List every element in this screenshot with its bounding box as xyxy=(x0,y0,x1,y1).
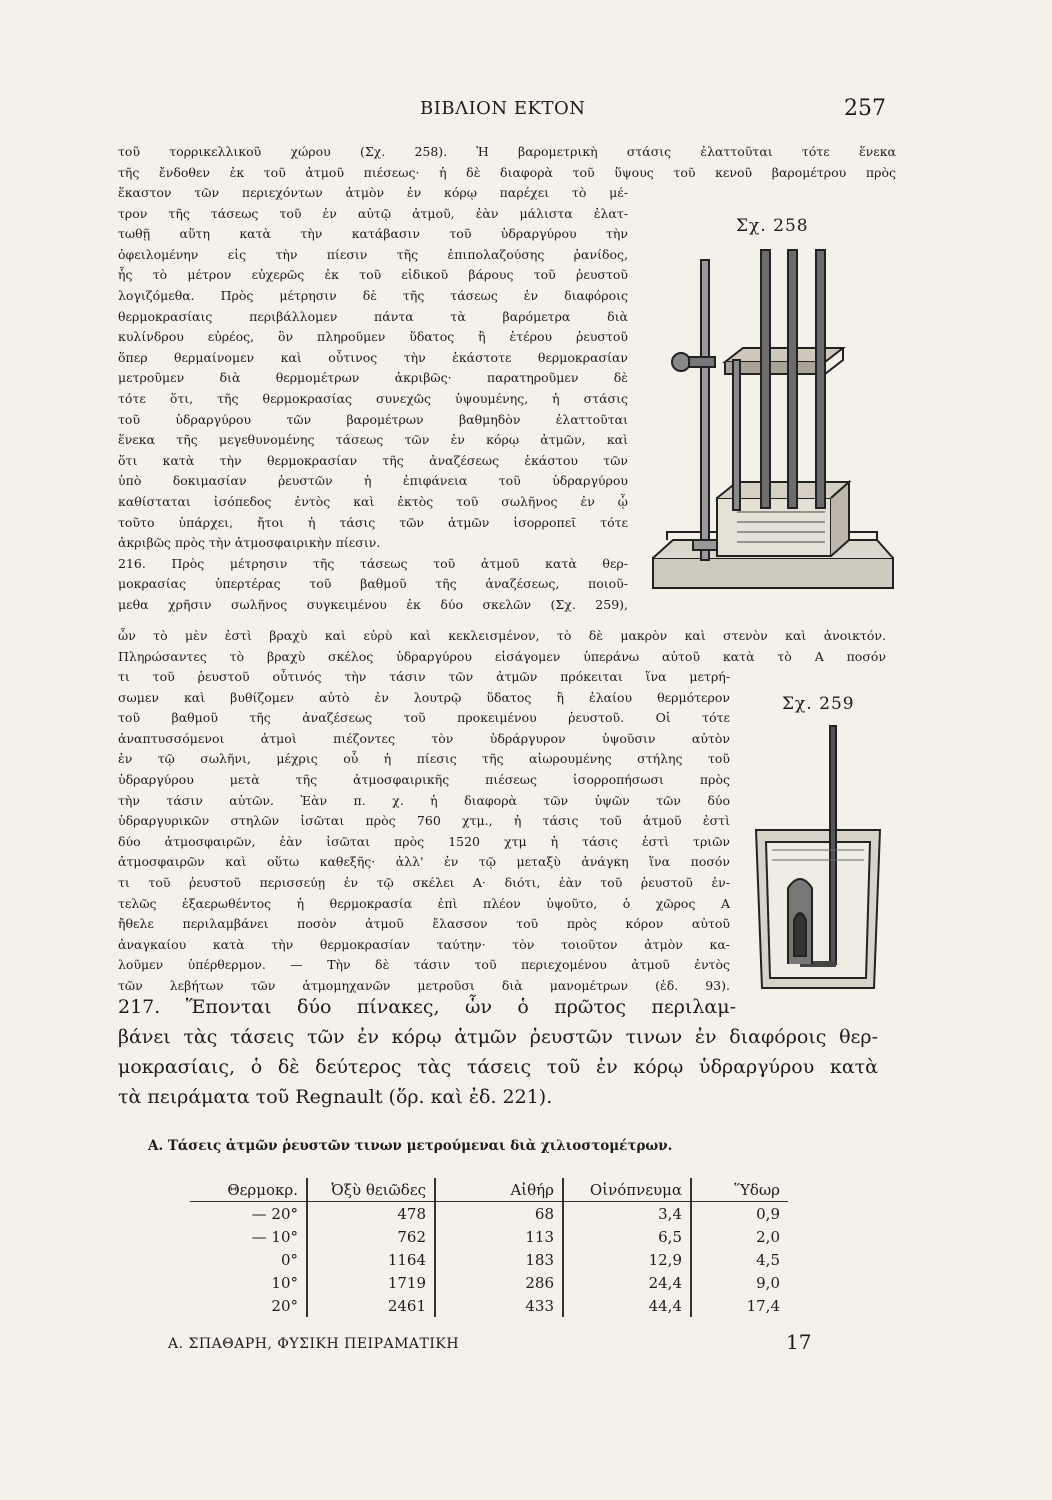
text-line: τὰ πειράματα τοῦ Regnault (ὅρ. καὶ ἐδ. 221). xyxy=(118,1086,553,1108)
text-line: τοῦ βαθμοῦ τῆς ἀναζέσεως τοῦ προκειμένου ῥευστοῦ. Οἱ τότε xyxy=(118,710,730,726)
text-line: τότε ὅτι, τῆς θερμοκρασίας συνεχῶς ὑψουμένης, ἡ στάσις xyxy=(118,390,628,406)
text-line: τι τοῦ ῥευστοῦ οὗτινός τὴν τάσιν τῶν ἀτμῶν πρόκειται ἵνα μετρή- xyxy=(118,669,730,684)
figure-258-label: Σχ. 258 xyxy=(736,216,809,236)
table-cell: 17,4 xyxy=(691,1294,788,1317)
text-line: ἕκαστον τῶν περιεχόντων ἀτμὸν ἐν κόρῳ παρέχει τὸ μέ- xyxy=(118,185,628,200)
paragraph-top-full xyxy=(118,142,896,183)
text-line: τρον τῆς τάσεως τοῦ ἐν αὐτῷ ἀτμοῦ, ἐὰν μάλιστα ἐλατ- xyxy=(118,205,628,221)
column-header: Θερμοκρ. xyxy=(190,1178,307,1202)
footer-book-title: Α. ΣΠΑΘΑΡΗ, ΦΥΣΙΚΗ ΠΕΙΡΑΜΑΤΙΚΗ xyxy=(168,1336,460,1352)
table-row xyxy=(190,1271,788,1294)
table-header-row xyxy=(190,1178,788,1202)
table-cell: 44,4 xyxy=(563,1294,691,1317)
table-row xyxy=(190,1202,788,1226)
text-line: τι τοῦ ῥευστοῦ περισσεύῃ ἐν τῷ σκέλει Α· διότι, ἐὰν τοῦ ῥευστοῦ ἐν- xyxy=(118,874,730,890)
text-line: τοῦ τορρικελλικοῦ χώρου (Σχ. 258). Ἡ βαρομετρικὴ στάσις ἐλαττοῦται τότε ἕνεκα xyxy=(118,144,896,159)
text-line: ὀφειλομένην εἰς τὴν πίεσιν τῆς ἐπιπολαζούσης ῥανίδος, xyxy=(118,246,628,262)
table-cell: 0° xyxy=(280,1250,298,1269)
vapor-pressure-table xyxy=(190,1178,788,1317)
text-line: μετροῦμεν διὰ θερμομέτρων ἀκριβῶς· παρατηροῦμεν δὲ xyxy=(118,370,628,386)
table-cell: 1719 xyxy=(307,1271,435,1294)
text-line: ἀναπτυσσόμενοι ἀτμοὶ πιέζοντες τὸν ὑδράργυρον ὑψοῦσιν αὐτὸν xyxy=(118,730,730,746)
paragraph-mid-full xyxy=(118,626,886,667)
text-line: λοῦμεν ὑπέρθερμον. — Τὴν δὲ τάσιν τοῦ περιεχομένου ἀτμοῦ ἐντὸς xyxy=(118,957,730,973)
table-cell: — 20° xyxy=(251,1204,298,1223)
text-line: ὅτι κατὰ τὴν θερμοκρασίαν τῆς ἀναζέσεως ἑκάστου τῶν xyxy=(118,452,628,468)
table-cell: 2461 xyxy=(307,1294,435,1317)
text-line: θερμοκρασίαις περιβάλλομεν πάντα τὰ βαρόμετρα διὰ xyxy=(118,308,628,324)
table-cell: 4,5 xyxy=(691,1248,788,1271)
text-line: ἀκριβῶς πρὸς τὴν ἀτμοσφαιρικὴν πίεσιν. xyxy=(118,535,381,551)
text-line: σωμεν καὶ βυθίζομεν αὐτὸ ἐν λουτρῷ ὕδατος ἢ ἐλαίου θερμότερον xyxy=(118,689,730,705)
text-line: τωθῇ αὕτη κατὰ τὴν κατάβασιν τοῦ ὑδραργύρου τὴν xyxy=(118,226,628,242)
text-line: ἀναγκαίου κατὰ τὴν θερμοκρασίαν ταύτην· τὸν τοιοῦτον ἀτμὸν κα- xyxy=(118,936,730,952)
table-cell: 478 xyxy=(307,1202,435,1226)
table-cell: 113 xyxy=(435,1225,563,1248)
text-line: τὴν τάσιν αὐτῶν. Ἐὰν π. χ. ἡ διαφορὰ τῶν ὑψῶν τῶν δύο xyxy=(118,792,730,808)
running-header-title: ΒΙΒΛΙΟΝ ΕΚΤΟΝ xyxy=(420,98,586,119)
text-line: μοκρασίαις, ὁ δὲ δεύτερος τὰς τάσεις τοῦ ἐν κόρῳ ὑδραργύρου κατὰ xyxy=(118,1056,878,1078)
text-line: ἤθελε περιλαμβάνει ποσὸν ἀτμοῦ ἔλασσον τοῦ πρὸς κόρον αὐτοῦ xyxy=(118,916,730,932)
text-line: 216. Πρὸς μέτρησιν τῆς τάσεως τοῦ ἀτμοῦ κατὰ θερ- xyxy=(118,555,628,571)
text-line: ὑδραργυρικῶν στηλῶν ἰσῶται πρὸς 760 χτμ., ἡ τάσις τοῦ ἀτμοῦ ἐστὶ xyxy=(118,813,730,829)
text-line: κυλίνδρου εὐρέος, ὃν πληροῦμεν ὕδατος ἢ ἑτέρου ῥευστοῦ xyxy=(118,329,628,345)
text-line: ὑπὸ δοκιμασίαν ῥευστῶν ἡ ἐπιφάνεια τοῦ ὑδραργύρου xyxy=(118,473,628,489)
table-cell: 20° xyxy=(271,1296,298,1315)
column-header: Οἰνόπνευμα xyxy=(563,1178,691,1202)
figure-258-barometers xyxy=(645,240,905,590)
footer-signature-number: 17 xyxy=(786,1330,812,1354)
table-cell: — 10° xyxy=(251,1227,298,1246)
table-cell: 1164 xyxy=(307,1248,435,1271)
text-line: Πληρώσαντες τὸ βραχὺ σκέλος ὑδραργύρου εἰσάγομεν ὑπεράνω αὐτοῦ κατὰ τὸ Α ποσόν xyxy=(118,648,886,664)
table-cell: 183 xyxy=(435,1248,563,1271)
text-line: δύο ἀτμοσφαιρῶν, ἐὰν ἰσῶται πρὸς 1520 χτμ ἡ τάσις ἐστὶ τριῶν xyxy=(118,833,730,849)
text-line: ἀτμοσφαιρῶν καὶ οὕτω καθεξῆς· ἀλλ' ἐν τῷ μεταξὺ ἀνάγκη ἵνα ποσόν xyxy=(118,854,730,870)
column-header: Ὕδωρ xyxy=(691,1178,788,1202)
text-line: ὅπερ θερμαίνομεν καὶ οὗτινος τὴν ἑκάστοτε θερμοκρασίαν xyxy=(118,349,628,365)
table-cell: 6,5 xyxy=(563,1225,691,1248)
text-line: 217. Ἕπονται δύο πίνακες, ὧν ὁ πρῶτος περιλαμ- xyxy=(118,996,736,1018)
table-cell: 12,9 xyxy=(563,1248,691,1271)
text-line: βάνει τὰς τάσεις τῶν ἐν κόρῳ ἀτμῶν ῥευστῶν τινων ἐν διαφόροις θερ- xyxy=(118,1026,878,1048)
text-line: ἧς τὸ μέτρον εὐχερῶς ἐκ τοῦ εἰδικοῦ βάρους τοῦ ῥευστοῦ xyxy=(118,267,628,283)
text-line: μεθα χρῆσιν σωλῆνος συγκειμένου ἐκ δύο σκελῶν (Σχ. 259), xyxy=(118,596,628,612)
page-number: 257 xyxy=(844,96,886,121)
figure-259-tube-in-bath xyxy=(748,720,888,1000)
table-row xyxy=(190,1225,788,1248)
table-cell: 3,4 xyxy=(563,1202,691,1226)
table-cell: 762 xyxy=(307,1225,435,1248)
column-header: Αἰθήρ xyxy=(435,1178,563,1202)
table-caption: Α. Τάσεις ἀτμῶν ῥευστῶν τινων μετρούμεναι διὰ χιλιοστομέτρων. xyxy=(148,1138,673,1154)
column-header: Ὀξὺ θειῶδες xyxy=(307,1178,435,1202)
table-row xyxy=(190,1248,788,1271)
text-line: ὑδραργύρου μετὰ τῆς ἀτμοσφαιρικῆς πιέσεως ἰσορροπήσωσι πρὸς xyxy=(118,771,730,787)
text-line: μοκρασίας ὑπερτέρας τοῦ βαθμοῦ τῆς ἀναζέσεως, ποιοῦ- xyxy=(118,576,628,592)
text-line: τελῶς ἐξαερωθέντος ἡ θερμοκρασία ἐπὶ πλέον ὑψοῦτο, ὁ χῶρος Α xyxy=(118,895,730,911)
table-cell: 2,0 xyxy=(691,1225,788,1248)
table-cell: 24,4 xyxy=(563,1271,691,1294)
table-cell: 286 xyxy=(435,1271,563,1294)
table-cell: 9,0 xyxy=(691,1271,788,1294)
text-line: τῶν λεβήτων τῶν ἀτμομηχανῶν μετροῦσι διὰ μανομέτρων (ἐδ. 93). xyxy=(118,977,730,993)
text-line: λογιζόμεθα. Πρὸς μέτρησιν δὲ τῆς τάσεως ἐν διαφόροις xyxy=(118,287,628,303)
figure-259-label: Σχ. 259 xyxy=(782,694,855,714)
table-cell: 68 xyxy=(435,1202,563,1226)
paragraph-217 xyxy=(118,992,878,1112)
text-line: ἕνεκα τῆς μεγεθυνομένης τάσεως τῶν ἐν κόρῳ ἀτμῶν, καὶ xyxy=(118,432,628,448)
table-cell: 10° xyxy=(271,1273,298,1292)
paragraph-beside-fig259 xyxy=(118,667,730,997)
paragraph-beside-fig258 xyxy=(118,183,628,615)
table-row xyxy=(190,1294,788,1317)
text-line: τοῦτο ὑπάρχει, ἤτοι ἡ τάσις τῶν ἀτμῶν ἰσορροπεῖ τότε xyxy=(118,514,628,530)
text-line: τοῦ ὑδραργύρου τῶν βαρομέτρων βαθμηδὸν ἐλαττοῦται xyxy=(118,411,628,427)
table-cell: 433 xyxy=(435,1294,563,1317)
text-line: τῆς ἔνδοθεν ἐκ τοῦ ἀτμοῦ πιέσεως· ἡ δὲ διαφορὰ τοῦ ὕψους τοῦ κενοῦ βαρομέτρου πρὸς xyxy=(118,164,896,180)
text-line: ὧν τὸ μὲν ἐστὶ βραχὺ καὶ εὐρὺ καὶ κεκλεισμένον, τὸ δὲ μακρὸν καὶ στενὸν καὶ ἀνοικτόν. xyxy=(118,628,886,643)
text-line: καθίσταται ἰσόπεδος ἐντὸς καὶ ἐκτὸς τοῦ σωλῆνος ἐν ᾧ xyxy=(118,493,628,509)
table-cell: 0,9 xyxy=(691,1202,788,1226)
text-line: ἐν τῷ σωλῆνι, μέχρις οὗ ἡ πίεσις τῆς αἰωρουμένης στήλης τοῦ xyxy=(118,751,730,767)
